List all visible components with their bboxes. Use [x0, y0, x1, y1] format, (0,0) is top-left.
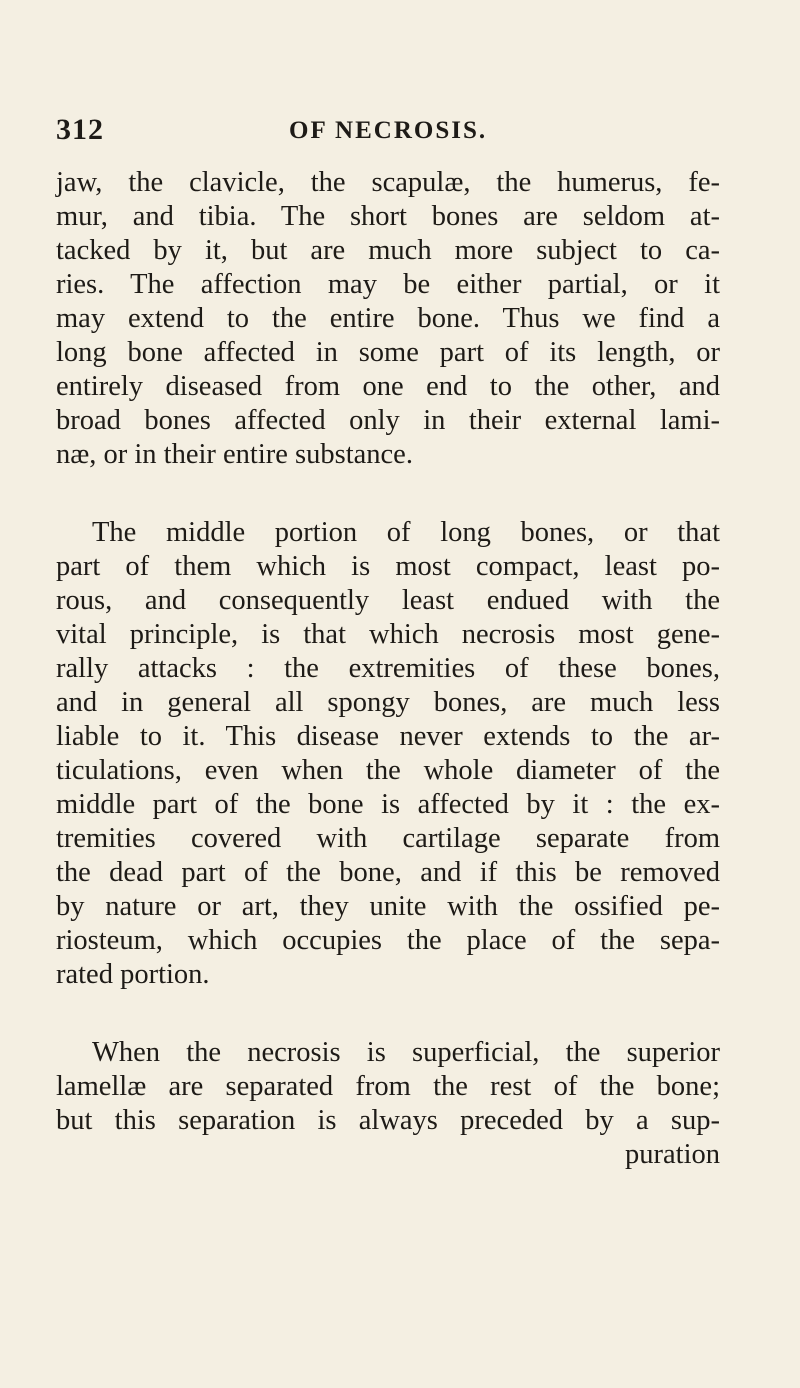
text-line: but this separation is always preceded by a sup- [56, 1105, 720, 1136]
paragraph-3 [56, 1036, 720, 1172]
text-line: vital principle, is that which necrosis most gene- [56, 619, 720, 650]
paragraph-2 [56, 516, 720, 992]
text-line: næ, or in their entire substance. [56, 439, 413, 470]
text-line: ries. The affection may be either partial, or it [56, 269, 720, 300]
text-line: puration [625, 1139, 720, 1170]
text-line: ticulations, even when the whole diameter of the [56, 755, 720, 786]
text-line: the dead part of the bone, and if this be removed [56, 857, 720, 888]
text-line: tremities covered with cartilage separate from [56, 823, 720, 854]
text-line: may extend to the entire bone. Thus we find a [56, 303, 720, 334]
text-line: middle part of the bone is affected by it : the ex- [56, 789, 720, 820]
text-line: lamellæ are separated from the rest of the bone; [56, 1071, 720, 1102]
paragraph-spacer [56, 992, 720, 1036]
text-line: rated portion. [56, 959, 210, 990]
body-text [56, 166, 720, 1172]
text-line: riosteum, which occupies the place of the sepa- [56, 925, 720, 956]
page-number: 312 [56, 113, 104, 146]
page-header [56, 113, 756, 153]
paragraph-1 [56, 166, 720, 472]
text-line: jaw, the clavicle, the scapulæ, the humerus, fe- [56, 167, 720, 198]
text-line: liable to it. This disease never extends to the ar- [56, 721, 720, 752]
text-line: mur, and tibia. The short bones are seldom at- [56, 201, 720, 232]
text-line: rous, and consequently least endued with the [56, 585, 720, 616]
text-line: long bone affected in some part of its length, or [56, 337, 720, 368]
running-title: OF NECROSIS. [289, 117, 488, 144]
text-line: When the necrosis is superficial, the superior [92, 1037, 720, 1068]
text-line: and in general all spongy bones, are much less [56, 687, 720, 718]
text-line: rally attacks : the extremities of these bones, [56, 653, 720, 684]
text-line: entirely diseased from one end to the other, and [56, 371, 720, 402]
text-line: part of them which is most compact, least po- [56, 551, 720, 582]
text-line: by nature or art, they unite with the ossified pe- [56, 891, 720, 922]
text-line: The middle portion of long bones, or that [92, 517, 720, 548]
text-line: broad bones affected only in their external lami- [56, 405, 720, 436]
text-line: tacked by it, but are much more subject to ca- [56, 235, 720, 266]
paragraph-spacer [56, 472, 720, 516]
